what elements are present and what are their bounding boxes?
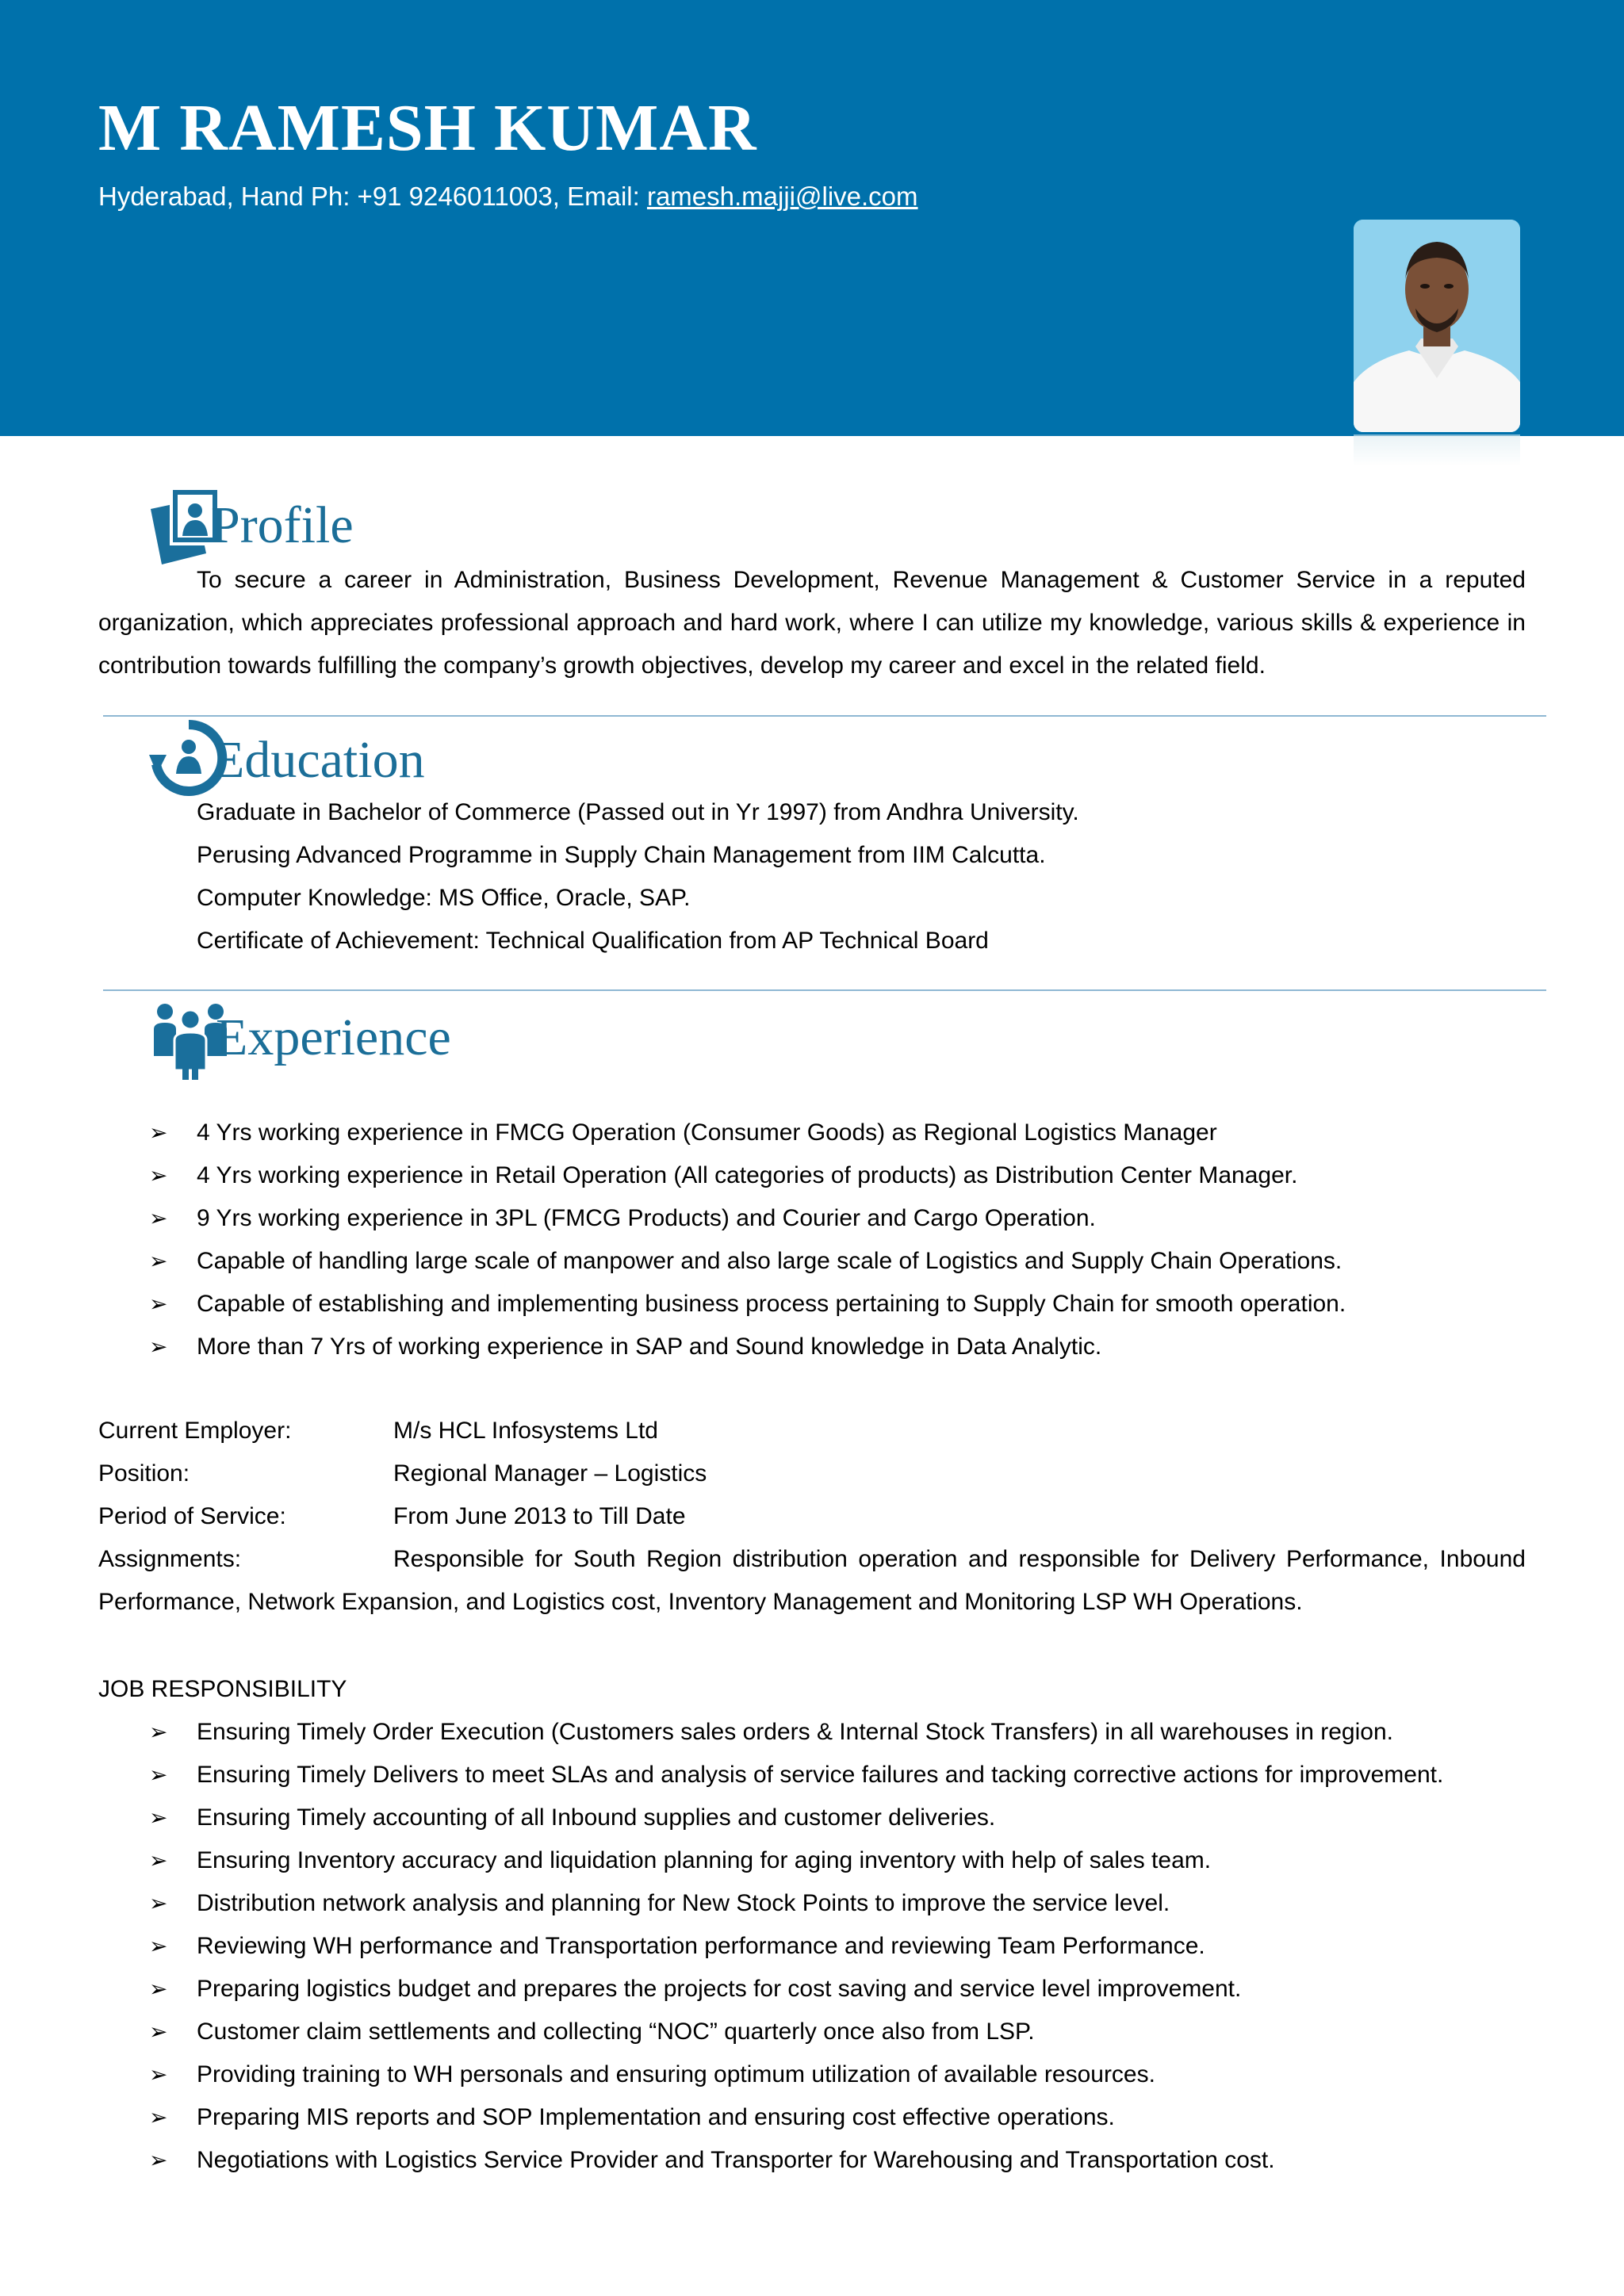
list-item: ➢ Preparing MIS reports and SOP Implementation and ensuring cost effective operations. — [143, 2096, 1443, 2139]
email-link[interactable]: ramesh.majji@live.com — [646, 182, 918, 211]
arrow-bullet-icon: ➢ — [149, 2019, 168, 2044]
field-label: Current Employer: — [98, 1418, 292, 1444]
arrow-bullet-icon: ➢ — [149, 1249, 168, 1273]
list-item: ➢ Providing training to WH personals and ensuring optimum utilization of available resources. — [143, 2053, 1443, 2096]
list-item: ➢ 9 Yrs working experience in 3PL (FMCG Products) and Courier and Cargo Operation. — [143, 1197, 1346, 1240]
list-item: ➢ Capable of establishing and implementing business process pertaining to Supply Chain for smooth operation. — [143, 1283, 1346, 1326]
arrow-bullet-icon: ➢ — [149, 1120, 168, 1145]
education-heading: Education — [213, 731, 425, 789]
education-item: Computer Knowledge: MS Office, Oracle, SAP. — [197, 885, 691, 911]
job-responsibility-list — [143, 1711, 1443, 2182]
institute-name: IIM Calcutta — [912, 842, 1040, 868]
position-row — [98, 1452, 707, 1495]
arrow-bullet-icon: ➢ — [149, 1762, 168, 1787]
arrow-bullet-icon: ➢ — [149, 1891, 168, 1915]
profile-text — [98, 559, 1526, 687]
section-divider — [103, 989, 1546, 991]
list-item: ➢ Negotiations with Logistics Service Provider and Transporter for Warehousing and Transportation cost. — [143, 2139, 1443, 2182]
list-item: ➢ Customer claim settlements and collecting “NOC” quarterly once also from LSP. — [143, 2011, 1443, 2053]
list-item: ➢ Distribution network analysis and planning for New Stock Points to improve the service level. — [143, 1882, 1443, 1925]
field-label: Assignments: — [98, 1546, 242, 1572]
experience-heading: Experience — [216, 1008, 451, 1066]
list-item: ➢ 4 Yrs working experience in FMCG Operation (Consumer Goods) as Regional Logistics Manager — [143, 1112, 1346, 1154]
period-row — [98, 1495, 686, 1538]
section-divider — [103, 715, 1546, 717]
person-photo-icon — [1354, 220, 1520, 432]
education-item: Certificate of Achievement: Technical Qualification from AP Technical Board — [197, 928, 989, 954]
current-employer-row — [98, 1410, 658, 1452]
list-item: ➢ Ensuring Timely Delivers to meet SLAs and analysis of service failures and tacking corrective actions for improvement. — [143, 1754, 1443, 1797]
arrow-bullet-icon: ➢ — [149, 1720, 168, 1744]
list-item: ➢ Capable of handling large scale of manpower and also large scale of Logistics and Supply Chain Operations. — [143, 1240, 1346, 1283]
arrow-bullet-icon: ➢ — [149, 1848, 168, 1873]
arrow-bullet-icon: ➢ — [149, 1934, 168, 1958]
list-item: ➢ More than 7 Yrs of working experience in SAP and Sound knowledge in Data Analytic. — [143, 1326, 1346, 1368]
contact-details: Hyderabad, Hand Ph: +91 9246011003, Email: — [98, 182, 647, 211]
candidate-name: M RAMESH KUMAR — [98, 91, 757, 165]
list-item: ➢ Ensuring Timely accounting of all Inbound supplies and customer deliveries. — [143, 1797, 1443, 1839]
list-item: ➢ 4 Yrs working experience in Retail Operation (All categories of products) as Distribution Center Manager. — [143, 1154, 1346, 1197]
education-item: Graduate in Bachelor of Commerce (Passed out in Yr 1997) from Andhra University. — [197, 799, 1079, 825]
field-label: Position: — [98, 1460, 190, 1487]
university-name: Andhra University — [886, 799, 1073, 825]
arrow-bullet-icon: ➢ — [149, 2062, 168, 2087]
arrow-bullet-icon: ➢ — [149, 1163, 168, 1188]
profile-photo — [1354, 220, 1520, 432]
job-responsibility-heading: JOB RESPONSIBILITY — [98, 1676, 347, 1702]
arrow-bullet-icon: ➢ — [149, 2105, 168, 2130]
arrow-bullet-icon: ➢ — [149, 2148, 168, 2172]
profile-paragraph: To secure a career in Administration, Business Development, Revenue Management & Customer Service in a reputed organization, which appreciates professional approach and hard work, where I can utilize my knowledge, various skills & experience in contribution towards fulfilling the company’s growth objectives, develop my career and excel in the related field. — [98, 567, 1526, 679]
position-value: Regional Manager – Logistics — [393, 1460, 707, 1487]
education-list — [197, 791, 1079, 962]
arrow-bullet-icon: ➢ — [149, 1292, 168, 1316]
profile-heading: Profile — [211, 496, 354, 554]
assignments-value: Responsible for South Region distribution operation and responsible for Delivery Performance, Inbound Performance, Network Expansion, and Logistics cost, Inventory Management and Monitoring LSP WH Operations. — [98, 1546, 1526, 1615]
list-item: ➢ Preparing logistics budget and prepares the projects for cost saving and service level improvement. — [143, 1968, 1443, 2011]
employer-name: M/s HCL Infosystems Ltd — [393, 1418, 658, 1444]
experience-list — [143, 1112, 1346, 1368]
arrow-bullet-icon: ➢ — [149, 1976, 168, 2001]
education-item: Perusing Advanced Programme in Supply Chain Management from IIM Calcutta. — [197, 842, 1046, 868]
arrow-bullet-icon: ➢ — [149, 1334, 168, 1359]
period-value: From June 2013 to Till Date — [393, 1503, 686, 1529]
assignments-row — [98, 1538, 1526, 1624]
contact-line — [98, 181, 918, 212]
arrow-bullet-icon: ➢ — [149, 1805, 168, 1830]
list-item: ➢ Ensuring Inventory accuracy and liquidation planning for aging inventory with help of sales team. — [143, 1839, 1443, 1882]
field-label: Period of Service: — [98, 1503, 286, 1529]
list-item: ➢ Ensuring Timely Order Execution (Customers sales orders & Internal Stock Transfers) in all warehouses in region. — [143, 1711, 1443, 1754]
arrow-bullet-icon: ➢ — [149, 1206, 168, 1230]
photo-reflection — [1354, 434, 1520, 466]
list-item: ➢ Reviewing WH performance and Transportation performance and reviewing Team Performance. — [143, 1925, 1443, 1968]
